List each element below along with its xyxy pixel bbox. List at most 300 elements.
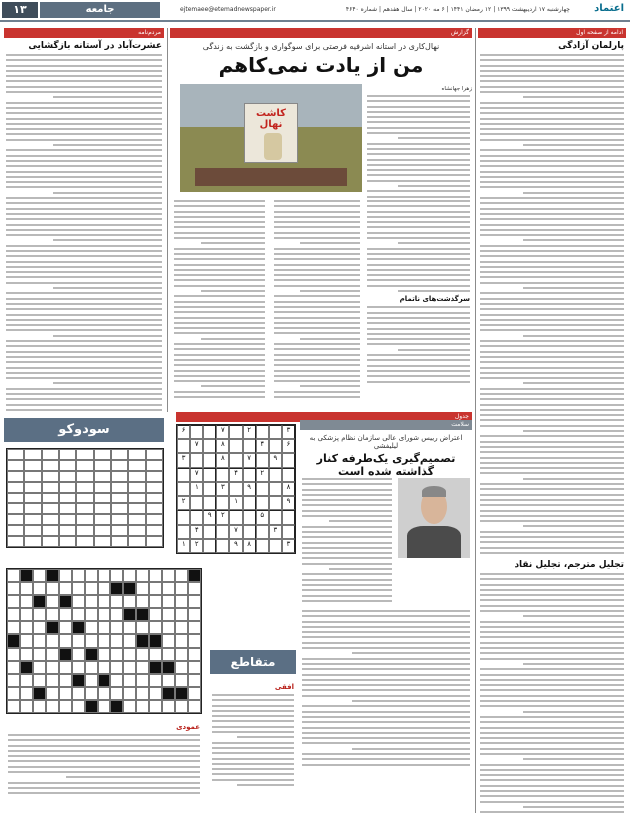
text-line <box>302 621 470 623</box>
crossword-cell <box>123 569 136 582</box>
page-number: ۱۳ <box>2 2 38 18</box>
crossword-cell <box>123 608 136 621</box>
text-line <box>302 494 392 496</box>
text-line <box>174 295 265 297</box>
sudoku-solution-cell <box>146 449 163 460</box>
crossword-cell <box>123 661 136 674</box>
text-line <box>480 610 624 612</box>
text-line <box>53 382 162 384</box>
text-line <box>480 351 624 353</box>
text-line <box>352 748 470 750</box>
text-line <box>6 393 162 395</box>
sudoku-solution-cell <box>42 525 59 536</box>
text-line <box>480 705 624 707</box>
sudoku-cell <box>243 525 256 539</box>
text-line <box>274 364 360 366</box>
crossword-across-clues <box>210 680 296 789</box>
crossword-cell <box>136 674 149 687</box>
text-line <box>8 766 200 768</box>
text-line <box>174 279 265 281</box>
text-line <box>367 100 470 102</box>
text-line <box>6 197 162 199</box>
crossword-cell <box>85 621 98 634</box>
sudoku-cell: ۵ <box>256 510 269 524</box>
sudoku-solution-cell <box>128 503 145 514</box>
crossword-cell <box>59 648 72 661</box>
text-line <box>480 779 624 781</box>
crossword-cell <box>85 648 98 661</box>
text-line <box>480 589 624 591</box>
sudoku-solution-cell <box>24 525 41 536</box>
text-line <box>480 234 624 236</box>
sudoku-solution-cell <box>94 471 111 482</box>
sudoku-cell: ۸ <box>216 439 229 453</box>
text-line <box>302 695 470 697</box>
text-line <box>367 285 470 287</box>
text-line <box>274 205 360 207</box>
sudoku-cell <box>269 510 282 524</box>
text-line <box>480 107 624 109</box>
crossword-cell <box>98 687 111 700</box>
text-line <box>237 784 294 786</box>
text-line <box>480 54 624 56</box>
crossword-cell <box>33 700 46 713</box>
crossword-cell <box>59 674 72 687</box>
crossword-cell <box>123 648 136 661</box>
crossword-cell <box>33 661 46 674</box>
second-story-body-col2 <box>300 610 472 769</box>
crossword-cell <box>72 595 85 608</box>
text-line <box>212 773 294 775</box>
sudoku-solution-cell <box>42 460 59 471</box>
text-line <box>212 705 294 707</box>
sudoku-cell: ۱ <box>177 539 190 553</box>
crossword-cell <box>162 648 175 661</box>
crossword-cell <box>85 687 98 700</box>
text-line <box>6 123 162 125</box>
text-line <box>367 121 470 123</box>
text-line <box>480 435 624 437</box>
crossword-cell <box>85 569 98 582</box>
sudoku-solution-cell <box>59 482 76 493</box>
text-line <box>6 176 162 178</box>
sudoku-cell <box>282 468 295 482</box>
text-line <box>302 737 470 739</box>
sudoku-solution-cell <box>24 460 41 471</box>
text-line <box>367 279 470 281</box>
text-line <box>480 271 624 273</box>
crossword-cell <box>123 621 136 634</box>
sudoku-solution-cell <box>59 503 76 514</box>
crossword-cell <box>59 621 72 634</box>
text-line <box>367 343 470 345</box>
sudoku-cell <box>177 525 190 539</box>
text-line <box>480 112 624 114</box>
text-line <box>523 192 624 194</box>
text-line <box>302 658 470 660</box>
sudoku-cell <box>203 525 216 539</box>
crossword-cell <box>7 595 20 608</box>
photo-sign-text: کاشت نهال <box>255 108 286 131</box>
text-line <box>300 385 360 387</box>
second-subhead: سرگذشت‌های ناتمام <box>399 295 470 304</box>
sudoku-solution-cell <box>94 503 111 514</box>
crossword-grid <box>6 568 202 714</box>
text-line <box>367 143 470 145</box>
text-line <box>480 721 624 723</box>
text-line <box>480 160 624 162</box>
text-line <box>367 159 470 161</box>
text-line <box>367 95 470 97</box>
sudoku-cell <box>282 453 295 467</box>
text-line <box>6 298 162 300</box>
main-story-kicker: نهال‌کاری در استانه اشرفیه فرصتی برای سوگواری و بازگشت به زندگی <box>202 42 440 51</box>
sudoku-cell: ۹ <box>282 496 295 510</box>
crossword-cell <box>59 687 72 700</box>
crossword-cell <box>123 582 136 595</box>
text-line <box>398 242 470 244</box>
sudoku-cell: ۴ <box>190 525 203 539</box>
text-line <box>6 266 162 268</box>
text-line <box>480 70 624 72</box>
text-line <box>480 419 624 421</box>
sudoku-solution-cell <box>76 471 93 482</box>
text-line <box>367 370 470 372</box>
text-line <box>523 96 624 98</box>
text-line <box>523 758 624 760</box>
text-line <box>274 301 360 303</box>
crossword-cell <box>110 608 123 621</box>
text-line <box>480 626 624 628</box>
sudoku-solution-cell <box>146 536 163 547</box>
crossword-cell <box>175 648 188 661</box>
text-line <box>274 285 360 287</box>
text-line <box>480 165 624 167</box>
crossword-cell <box>136 700 149 713</box>
text-line <box>367 237 470 239</box>
crossword-cell <box>72 634 85 647</box>
text-line <box>6 86 162 88</box>
text-line <box>480 59 624 61</box>
text-line <box>274 322 360 324</box>
text-line <box>6 276 162 278</box>
crossword-cell <box>110 595 123 608</box>
crossword-cell <box>33 674 46 687</box>
text-line <box>6 139 162 141</box>
sudoku-solution-cell <box>111 514 128 525</box>
sudoku-title: سودوکو <box>4 418 164 442</box>
right-column-label: ادامه از صفحه اول <box>478 28 626 38</box>
crossword-cell <box>72 582 85 595</box>
text-line <box>329 568 392 570</box>
text-line <box>480 361 624 363</box>
crossword-cell <box>149 674 162 687</box>
text-line <box>174 221 265 223</box>
text-line <box>480 298 624 300</box>
sudoku-cell: ۲ <box>216 510 229 524</box>
text-line <box>367 312 470 314</box>
text-line <box>480 128 624 130</box>
text-line <box>6 282 162 284</box>
sudoku-cell: ۸ <box>243 539 256 553</box>
text-line <box>480 308 624 310</box>
text-line <box>480 552 624 554</box>
text-line <box>174 211 265 213</box>
sudoku-cell <box>243 468 256 482</box>
sudoku-cell: ۷ <box>190 468 203 482</box>
text-line <box>329 520 392 522</box>
text-line <box>480 75 624 77</box>
text-line <box>480 372 624 374</box>
text-line <box>367 253 470 255</box>
text-line <box>523 615 624 617</box>
text-line <box>480 679 624 681</box>
text-line <box>480 732 624 734</box>
text-line <box>302 489 392 491</box>
sudoku-cell <box>216 468 229 482</box>
crossword-cell <box>175 582 188 595</box>
text-line <box>480 398 624 400</box>
crossword-cell <box>149 661 162 674</box>
crossword-cell <box>188 569 201 582</box>
text-line <box>174 237 265 239</box>
text-line <box>174 354 265 356</box>
text-line <box>6 234 162 236</box>
crossword-cell <box>175 569 188 582</box>
text-line <box>6 213 162 215</box>
text-line <box>53 96 162 98</box>
crossword-cell <box>72 661 85 674</box>
text-line <box>274 311 360 313</box>
crossword-cell <box>162 687 175 700</box>
sudoku-solution-cell <box>128 449 145 460</box>
sudoku-cell <box>177 439 190 453</box>
text-line <box>480 324 624 326</box>
main-story-body-col3 <box>172 200 267 401</box>
text-line <box>480 594 624 596</box>
text-line <box>212 758 294 760</box>
crossword-cell <box>98 608 111 621</box>
text-line <box>302 742 470 744</box>
text-line <box>480 727 624 729</box>
text-line <box>6 319 162 321</box>
text-line <box>6 218 162 220</box>
crossword-cell <box>33 608 46 621</box>
sudoku-solution-cell <box>76 482 93 493</box>
text-line <box>174 317 265 319</box>
text-line <box>480 684 624 686</box>
text-line <box>274 343 360 345</box>
text-line <box>174 380 265 382</box>
sudoku-cell: ۱ <box>190 482 203 496</box>
text-line <box>480 65 624 67</box>
text-line <box>212 710 294 712</box>
text-line <box>6 186 162 188</box>
text-line <box>367 359 470 361</box>
crossword-cell <box>20 569 33 582</box>
section-email[interactable]: ejtemaee@etemadnewspaper.ir <box>180 6 276 13</box>
second-story-label: سلامت <box>300 420 472 430</box>
crossword-cell <box>33 634 46 647</box>
text-line <box>480 504 624 506</box>
text-line <box>398 185 470 187</box>
crossword-cell <box>175 661 188 674</box>
crossword-cell <box>72 674 85 687</box>
text-line <box>302 615 470 617</box>
text-line <box>367 200 470 202</box>
crossword-cell <box>59 634 72 647</box>
text-line <box>274 354 360 356</box>
text-line <box>6 80 162 82</box>
text-line <box>480 599 624 601</box>
text-line <box>8 734 200 736</box>
sudoku-cell <box>216 525 229 539</box>
text-line <box>523 430 624 432</box>
text-line <box>480 472 624 474</box>
text-line <box>480 425 624 427</box>
sudoku-cell <box>190 510 203 524</box>
crossword-cell <box>46 634 59 647</box>
text-line <box>480 742 624 744</box>
text-line <box>367 111 470 113</box>
text-line <box>6 91 162 93</box>
text-line <box>302 716 470 718</box>
text-line <box>302 663 470 665</box>
sudoku-solution-cell <box>24 449 41 460</box>
text-line <box>8 787 200 789</box>
text-line <box>8 782 200 784</box>
sudoku-cell <box>256 525 269 539</box>
text-line <box>480 255 624 257</box>
text-line <box>480 689 624 691</box>
sudoku-solution-cell <box>146 503 163 514</box>
text-line <box>274 232 360 234</box>
sudoku-solution-cell <box>128 482 145 493</box>
main-story <box>170 28 472 77</box>
text-line <box>6 271 162 273</box>
text-line <box>480 584 624 586</box>
sudoku-solution-cell <box>111 525 128 536</box>
crossword-cell <box>136 608 149 621</box>
second-story <box>300 420 472 478</box>
sudoku-cell <box>269 439 282 453</box>
column-divider-left <box>167 28 168 412</box>
sudoku-solution-cell <box>59 536 76 547</box>
crossword-cell <box>110 621 123 634</box>
sudoku-solution-cell <box>94 525 111 536</box>
main-story-body-col1 <box>365 200 472 386</box>
text-line <box>480 785 624 787</box>
crossword-cell <box>46 661 59 674</box>
text-line <box>6 160 162 162</box>
text-line <box>174 359 265 361</box>
text-line <box>6 165 162 167</box>
text-line <box>274 370 360 372</box>
text-line <box>212 720 294 722</box>
text-line <box>174 311 265 313</box>
text-line <box>212 694 294 696</box>
crossword-cell <box>85 634 98 647</box>
text-line <box>523 478 624 480</box>
sudoku-solution-cell <box>7 536 24 547</box>
sudoku-cell <box>177 468 190 482</box>
sudoku-solution-cell <box>7 449 24 460</box>
text-line <box>274 380 360 382</box>
text-line <box>480 208 624 210</box>
text-line <box>480 642 624 644</box>
text-line <box>367 328 470 330</box>
text-line <box>8 771 200 773</box>
text-line <box>174 327 265 329</box>
sudoku-solution-cell <box>146 525 163 536</box>
text-line <box>480 462 624 464</box>
sudoku-cell: ۴ <box>229 468 242 482</box>
crossword-cell <box>149 582 162 595</box>
crossword-cell <box>110 687 123 700</box>
sudoku-cell <box>203 539 216 553</box>
crossword-cell <box>7 687 20 700</box>
text-line <box>53 287 162 289</box>
text-line <box>6 149 162 151</box>
text-line <box>480 467 624 469</box>
sudoku-cell: ۳ <box>282 539 295 553</box>
text-line <box>480 409 624 411</box>
text-line <box>201 338 265 340</box>
text-line <box>274 391 360 393</box>
sudoku-solution-cell <box>24 471 41 482</box>
text-line <box>174 253 265 255</box>
text-line <box>480 133 624 135</box>
crossword-cell <box>20 648 33 661</box>
text-line <box>398 349 470 351</box>
crossword-cell <box>162 661 175 674</box>
text-line <box>480 753 624 755</box>
crossword-cell <box>20 634 33 647</box>
main-story-label: گزارش <box>170 28 472 38</box>
crossword-cell <box>7 569 20 582</box>
crossword-cell <box>162 621 175 634</box>
crossword-cell <box>188 700 201 713</box>
sudoku-solution-cell <box>128 471 145 482</box>
text-line <box>367 269 470 271</box>
text-line <box>6 171 162 173</box>
crossword-cell <box>136 648 149 661</box>
crossword-cell <box>7 634 20 647</box>
crossword-cell <box>136 582 149 595</box>
crossword-cell <box>20 687 33 700</box>
text-line <box>302 584 392 586</box>
text-line <box>274 258 360 260</box>
sudoku-solution-cell <box>7 493 24 504</box>
sudoku-solution-cell <box>128 525 145 536</box>
text-line <box>302 721 470 723</box>
text-line <box>174 258 265 260</box>
text-line <box>6 314 162 316</box>
crossword-cell <box>85 582 98 595</box>
text-line <box>201 385 265 387</box>
crossword-cell <box>110 582 123 595</box>
text-line <box>480 414 624 416</box>
text-line <box>274 396 360 398</box>
text-line <box>302 727 470 729</box>
text-line <box>367 232 470 234</box>
text-line <box>212 726 294 728</box>
sudoku-cell <box>229 510 242 524</box>
text-line <box>367 338 470 340</box>
crossword-cell <box>162 608 175 621</box>
sudoku-cell <box>256 425 269 439</box>
sudoku-cell: ۹ <box>269 453 282 467</box>
